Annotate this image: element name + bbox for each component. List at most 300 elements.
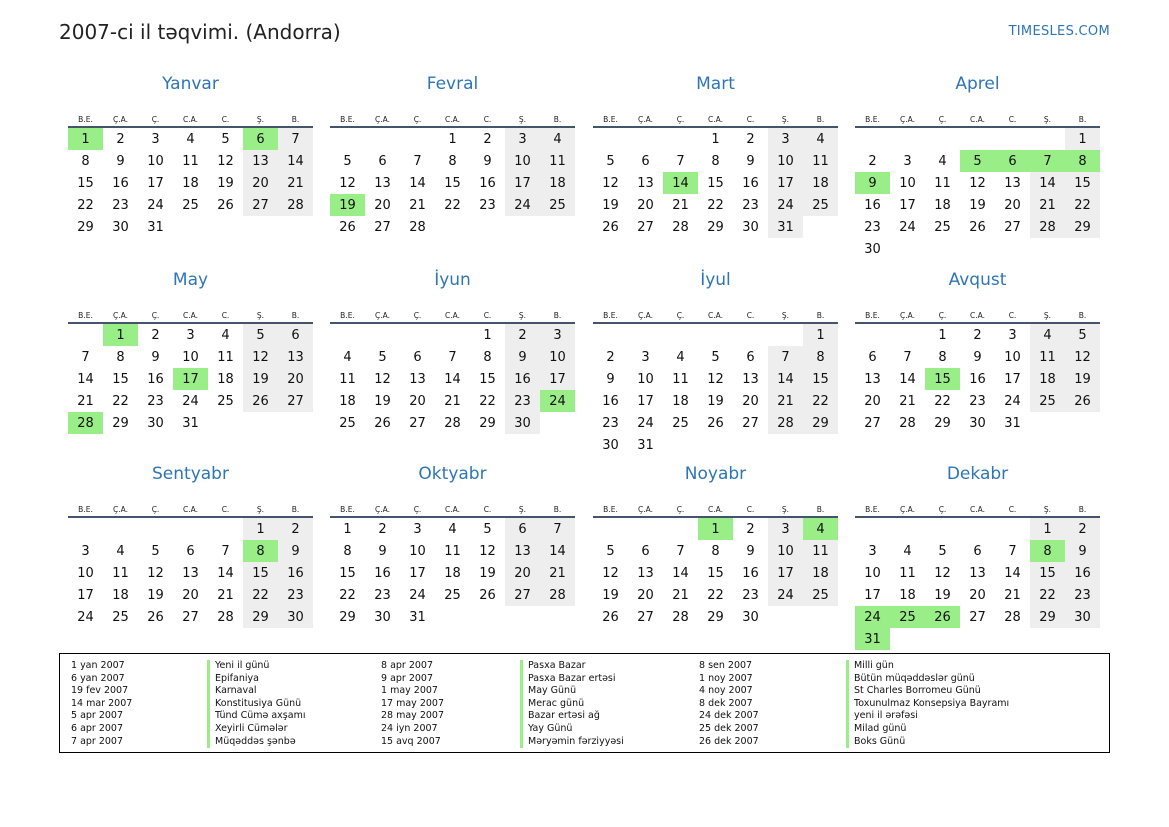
day-cell: 28 — [409, 219, 426, 235]
day-cell: 10 — [540, 346, 575, 368]
weekday-label: Ş. — [1043, 311, 1052, 320]
holiday-day-cell: 6 — [243, 128, 278, 150]
empty-cell — [593, 518, 628, 540]
day-cell: 3 — [413, 521, 422, 537]
day-cell: 5 — [938, 543, 947, 559]
empty-cell — [663, 128, 698, 150]
weekday-label: Ş. — [781, 505, 790, 514]
day-cell: 20 — [409, 393, 426, 409]
day-cell: 19 — [217, 175, 234, 191]
day-cell: 7 — [81, 349, 90, 365]
empty-cell — [138, 518, 173, 540]
day-cell: 27 — [505, 584, 540, 606]
day-cell: 30 — [864, 241, 881, 257]
day-cell: 14 — [278, 150, 313, 172]
day-cell: 12 — [934, 565, 951, 581]
weekday-label: Ç.A. — [637, 115, 653, 124]
day-cell: 3 — [81, 543, 90, 559]
weekday-label: B.E. — [340, 505, 355, 514]
weekday-label: C. — [221, 311, 230, 320]
day-cell: 15 — [1065, 172, 1100, 194]
day-cell: 9 — [151, 349, 160, 365]
day-cell: 5 — [378, 349, 387, 365]
day-cell: 9 — [1065, 540, 1100, 562]
holiday-day-cell: 24 — [855, 606, 890, 628]
day-cell: 5 — [221, 131, 230, 147]
holiday-date: 6 yan 2007 — [71, 672, 125, 684]
holiday-list — [59, 653, 1110, 753]
day-cell: 19 — [707, 393, 724, 409]
weekday-label: C.A. — [182, 311, 198, 320]
month-4 — [855, 73, 1100, 260]
holiday-day-cell: 28 — [68, 412, 103, 434]
weekday-header — [68, 102, 313, 128]
day-cell: 11 — [112, 565, 129, 581]
day-cell: 25 — [803, 584, 838, 606]
day-cell: 10 — [1004, 349, 1021, 365]
holiday-name: Pasxa Bazar — [520, 660, 624, 673]
holiday-day-cell: 31 — [855, 628, 890, 650]
day-cell: 13 — [243, 150, 278, 172]
weekday-label: Ş. — [518, 505, 527, 514]
day-cell: 27 — [182, 609, 199, 625]
holiday-date: 24 iyn 2007 — [381, 722, 438, 734]
day-cell: 11 — [672, 371, 689, 387]
day-cell: 1 — [711, 131, 720, 147]
day-cell: 1 — [448, 131, 457, 147]
day-cell: 19 — [1065, 368, 1100, 390]
day-cell: 31 — [409, 609, 426, 625]
day-cell: 6 — [641, 153, 650, 169]
weekday-label: Ç. — [413, 115, 422, 124]
day-cell: 17 — [505, 172, 540, 194]
day-cell: 6 — [746, 349, 755, 365]
day-cell: 15 — [339, 565, 356, 581]
day-cell: 22 — [934, 393, 951, 409]
day-cell: 7 — [413, 153, 422, 169]
holiday-date: 5 apr 2007 — [71, 710, 124, 722]
day-cell: 12 — [374, 371, 391, 387]
day-cell: 12 — [339, 175, 356, 191]
day-cell: 26 — [969, 219, 986, 235]
weekday-label: Ş. — [781, 115, 790, 124]
weekday-label: Ç. — [413, 311, 422, 320]
empty-cell — [925, 128, 960, 150]
day-cell: 13 — [969, 565, 986, 581]
holiday-date-column — [381, 660, 444, 748]
day-cell: 3 — [151, 131, 160, 147]
day-cell: 14 — [899, 371, 916, 387]
day-cell: 19 — [934, 587, 951, 603]
day-cell: 12 — [479, 543, 496, 559]
day-cell: 11 — [934, 175, 951, 191]
month-name: Noyabr — [684, 464, 747, 484]
day-cell: 13 — [505, 540, 540, 562]
day-cell: 17 — [1004, 371, 1021, 387]
holiday-day-cell: 8 — [1065, 150, 1100, 172]
day-cell: 24 — [409, 587, 426, 603]
holiday-name: Yay Günü — [520, 723, 624, 736]
day-cell: 19 — [479, 565, 496, 581]
day-cell: 13 — [637, 565, 654, 581]
day-cell: 15 — [479, 371, 496, 387]
weekday-label: B. — [291, 311, 300, 320]
weekday-label: Ç.A. — [637, 311, 653, 320]
day-cell: 29 — [479, 415, 496, 431]
holiday-name: Xeyirli Cümələr — [207, 723, 305, 736]
day-cell: 19 — [969, 197, 986, 213]
weekday-header — [593, 298, 838, 324]
holiday-name: Epifaniya — [207, 673, 305, 686]
day-cell: 8 — [448, 153, 457, 169]
weekday-label: Ş. — [781, 311, 790, 320]
day-cell: 24 — [768, 584, 803, 606]
weekday-label: B.E. — [603, 115, 618, 124]
holiday-date: 1 yan 2007 — [71, 660, 125, 671]
day-cell: 30 — [278, 606, 313, 628]
day-cell: 6 — [973, 543, 982, 559]
weekday-header — [855, 492, 1100, 518]
weekday-label: C.A. — [707, 311, 723, 320]
day-cell: 5 — [151, 543, 160, 559]
day-cell: 28 — [672, 219, 689, 235]
day-cell: 11 — [217, 349, 234, 365]
holiday-date: 8 dek 2007 — [699, 697, 753, 709]
weekday-label: B. — [291, 505, 300, 514]
weekday-label: Ş. — [256, 505, 265, 514]
day-cell: 16 — [1065, 562, 1100, 584]
day-cell: 12 — [217, 153, 234, 169]
empty-cell — [593, 324, 628, 346]
day-cell: 5 — [243, 324, 278, 346]
day-cell: 29 — [707, 609, 724, 625]
day-cell: 24 — [768, 194, 803, 216]
holiday-name: St Charles Borromeu Günü — [846, 685, 1009, 698]
weekday-label: Ç.A. — [374, 311, 390, 320]
day-cell: 19 — [374, 393, 391, 409]
weekday-label: C. — [483, 311, 492, 320]
day-cell: 26 — [147, 609, 164, 625]
empty-cell — [628, 518, 663, 540]
day-cell: 4 — [903, 543, 912, 559]
day-cell: 23 — [602, 415, 619, 431]
day-cell: 17 — [899, 197, 916, 213]
day-cell: 17 — [768, 562, 803, 584]
weekday-label: B.E. — [78, 505, 93, 514]
day-cell: 14 — [768, 368, 803, 390]
day-cell: 9 — [278, 540, 313, 562]
month-1 — [68, 73, 313, 238]
day-cell: 23 — [969, 393, 986, 409]
day-cell: 22 — [339, 587, 356, 603]
weekday-label: B.E. — [865, 311, 880, 320]
holiday-name-column — [520, 660, 624, 748]
weekday-label: Ş. — [256, 311, 265, 320]
weekday-label: B. — [553, 311, 562, 320]
holiday-name-column — [846, 660, 1009, 748]
day-cell: 26 — [217, 197, 234, 213]
day-cell: 16 — [742, 175, 759, 191]
day-cell: 4 — [676, 349, 685, 365]
weekday-label: Ş. — [518, 311, 527, 320]
day-grid — [330, 128, 575, 238]
day-cell: 18 — [540, 172, 575, 194]
day-cell: 9 — [746, 153, 755, 169]
weekday-label: C.A. — [707, 115, 723, 124]
empty-cell — [400, 324, 435, 346]
holiday-date: 6 apr 2007 — [71, 722, 124, 734]
day-grid — [593, 518, 838, 628]
day-cell: 21 — [77, 393, 94, 409]
day-grid — [593, 128, 838, 238]
day-cell: 23 — [864, 219, 881, 235]
weekday-label: C.A. — [969, 115, 985, 124]
holiday-name: Milli gün — [846, 660, 1009, 673]
day-cell: 28 — [217, 609, 234, 625]
empty-cell — [68, 324, 103, 346]
day-cell: 29 — [243, 606, 278, 628]
day-cell: 28 — [278, 194, 313, 216]
holiday-day-cell: 14 — [663, 172, 698, 194]
weekday-label: B.E. — [865, 505, 880, 514]
day-cell: 4 — [116, 543, 125, 559]
holiday-date: 15 avq 2007 — [381, 735, 441, 747]
holiday-day-cell: 25 — [890, 606, 925, 628]
day-cell: 6 — [378, 153, 387, 169]
day-cell: 20 — [374, 197, 391, 213]
day-cell: 16 — [602, 393, 619, 409]
day-cell: 19 — [602, 197, 619, 213]
day-cell: 17 — [637, 393, 654, 409]
day-cell: 7 — [448, 349, 457, 365]
day-cell: 21 — [540, 562, 575, 584]
month-10 — [330, 463, 575, 628]
empty-cell — [890, 128, 925, 150]
day-grid — [68, 324, 313, 434]
day-cell: 21 — [1004, 587, 1021, 603]
empty-cell — [925, 518, 960, 540]
weekday-label: Ç.A. — [112, 311, 128, 320]
day-cell: 26 — [339, 219, 356, 235]
brand-link[interactable]: TIMESLES.COM — [1008, 24, 1110, 39]
empty-cell — [330, 324, 365, 346]
day-cell: 23 — [112, 197, 129, 213]
day-cell: 25 — [803, 194, 838, 216]
holiday-name: Müqəddəs şənbə — [207, 736, 305, 749]
day-cell: 6 — [278, 324, 313, 346]
day-cell: 22 — [707, 587, 724, 603]
weekday-label: C. — [221, 115, 230, 124]
holiday-date: 14 mar 2007 — [71, 697, 133, 709]
month-name: Mart — [696, 74, 735, 94]
weekday-header — [855, 102, 1100, 128]
day-cell: 10 — [77, 565, 94, 581]
day-cell: 31 — [768, 216, 803, 238]
month-name: Oktyabr — [418, 464, 487, 484]
empty-cell — [365, 128, 400, 150]
day-cell: 9 — [746, 543, 755, 559]
day-cell: 6 — [505, 518, 540, 540]
holiday-day-cell: 26 — [925, 606, 960, 628]
day-cell: 22 — [112, 393, 129, 409]
day-cell: 3 — [641, 349, 650, 365]
empty-cell — [663, 518, 698, 540]
day-cell: 19 — [147, 587, 164, 603]
day-cell: 27 — [637, 219, 654, 235]
holiday-name: yeni il ərəfəsi — [846, 710, 1009, 723]
weekday-label: C.A. — [182, 115, 198, 124]
day-cell: 30 — [742, 219, 759, 235]
day-cell: 12 — [147, 565, 164, 581]
day-cell: 27 — [278, 390, 313, 412]
day-cell: 24 — [147, 197, 164, 213]
month-name: Sentyabr — [152, 464, 229, 484]
day-cell: 2 — [278, 518, 313, 540]
month-9 — [68, 463, 313, 628]
weekday-label: C.A. — [707, 505, 723, 514]
day-cell: 30 — [112, 219, 129, 235]
holiday-date: 26 dek 2007 — [699, 735, 759, 747]
day-cell: 11 — [444, 543, 461, 559]
weekday-label: Ç. — [151, 115, 160, 124]
day-cell: 26 — [479, 587, 496, 603]
day-cell: 27 — [243, 194, 278, 216]
month-name: Yanvar — [162, 74, 219, 94]
day-cell: 2 — [606, 349, 615, 365]
day-cell: 2 — [973, 327, 982, 343]
day-cell: 2 — [505, 324, 540, 346]
holiday-name: Pasxa Bazar ertəsi — [520, 673, 624, 686]
holiday-name: Məryəmin fərziyyəsi — [520, 736, 624, 749]
day-cell: 20 — [505, 562, 540, 584]
day-cell: 22 — [77, 197, 94, 213]
month-2 — [330, 73, 575, 238]
empty-cell — [1030, 128, 1065, 150]
weekday-label: Ç.A. — [374, 115, 390, 124]
day-cell: 21 — [444, 393, 461, 409]
holiday-day-cell: 8 — [1030, 540, 1065, 562]
day-cell: 16 — [112, 175, 129, 191]
day-cell: 1 — [243, 518, 278, 540]
day-grid — [68, 518, 313, 628]
day-cell: 30 — [1065, 606, 1100, 628]
day-cell: 10 — [409, 543, 426, 559]
day-cell: 24 — [182, 393, 199, 409]
day-cell: 30 — [602, 437, 619, 453]
weekday-label: B.E. — [340, 311, 355, 320]
day-cell: 21 — [672, 197, 689, 213]
day-cell: 27 — [969, 609, 986, 625]
day-cell: 16 — [742, 565, 759, 581]
day-cell: 4 — [803, 128, 838, 150]
weekday-label: B.E. — [865, 115, 880, 124]
day-cell: 4 — [448, 521, 457, 537]
day-cell: 21 — [1030, 194, 1065, 216]
weekday-label: C. — [746, 505, 755, 514]
day-cell: 2 — [746, 131, 755, 147]
holiday-name-column — [207, 660, 305, 748]
day-cell: 14 — [1030, 172, 1065, 194]
weekday-label: B. — [1078, 115, 1087, 124]
day-cell: 4 — [540, 128, 575, 150]
day-cell: 15 — [77, 175, 94, 191]
weekday-label: C.A. — [444, 311, 460, 320]
day-cell: 31 — [637, 437, 654, 453]
weekday-header — [68, 298, 313, 324]
day-grid — [68, 128, 313, 238]
holiday-date-column — [699, 660, 759, 748]
day-cell: 5 — [1065, 324, 1100, 346]
day-cell: 9 — [116, 153, 125, 169]
weekday-label: Ç.A. — [112, 505, 128, 514]
day-cell: 27 — [409, 415, 426, 431]
day-cell: 9 — [483, 153, 492, 169]
weekday-label: C. — [221, 505, 230, 514]
holiday-date: 24 dek 2007 — [699, 710, 759, 722]
holiday-day-cell: 5 — [960, 150, 995, 172]
day-cell: 5 — [606, 153, 615, 169]
day-cell: 26 — [374, 415, 391, 431]
weekday-header — [330, 102, 575, 128]
weekday-label: C. — [1008, 115, 1017, 124]
weekday-label: C. — [483, 505, 492, 514]
day-cell: 16 — [969, 371, 986, 387]
day-cell: 20 — [1004, 197, 1021, 213]
day-cell: 29 — [112, 415, 129, 431]
empty-cell — [733, 324, 768, 346]
empty-cell — [855, 518, 890, 540]
weekday-label: C.A. — [444, 115, 460, 124]
day-cell: 23 — [505, 390, 540, 412]
day-cell: 15 — [243, 562, 278, 584]
day-cell: 18 — [112, 587, 129, 603]
month-name: İyul — [700, 270, 731, 290]
empty-cell — [400, 128, 435, 150]
holiday-date: 8 apr 2007 — [381, 660, 434, 671]
month-name: İyun — [434, 270, 471, 290]
empty-cell — [435, 324, 470, 346]
weekday-label: Ç. — [938, 115, 947, 124]
day-cell: 1 — [803, 324, 838, 346]
day-cell: 2 — [483, 131, 492, 147]
day-cell: 9 — [606, 371, 615, 387]
day-cell: 4 — [343, 349, 352, 365]
empty-cell — [663, 324, 698, 346]
day-cell: 17 — [540, 368, 575, 390]
day-cell: 14 — [409, 175, 426, 191]
holiday-date: 7 apr 2007 — [71, 735, 124, 747]
day-cell: 20 — [969, 587, 986, 603]
day-cell: 8 — [343, 543, 352, 559]
day-cell: 16 — [505, 368, 540, 390]
day-cell: 1 — [1065, 128, 1100, 150]
day-cell: 17 — [409, 565, 426, 581]
weekday-label: C.A. — [182, 505, 198, 514]
day-cell: 3 — [903, 153, 912, 169]
empty-cell — [855, 324, 890, 346]
day-cell: 13 — [864, 371, 881, 387]
day-cell: 9 — [505, 346, 540, 368]
day-cell: 3 — [768, 128, 803, 150]
weekday-label: Ç. — [151, 505, 160, 514]
month-name: Fevral — [426, 74, 479, 94]
day-cell: 14 — [217, 565, 234, 581]
day-cell: 18 — [217, 371, 234, 387]
day-cell: 19 — [243, 368, 278, 390]
day-cell: 12 — [243, 346, 278, 368]
day-cell: 31 — [182, 415, 199, 431]
weekday-label: Ç. — [676, 115, 685, 124]
